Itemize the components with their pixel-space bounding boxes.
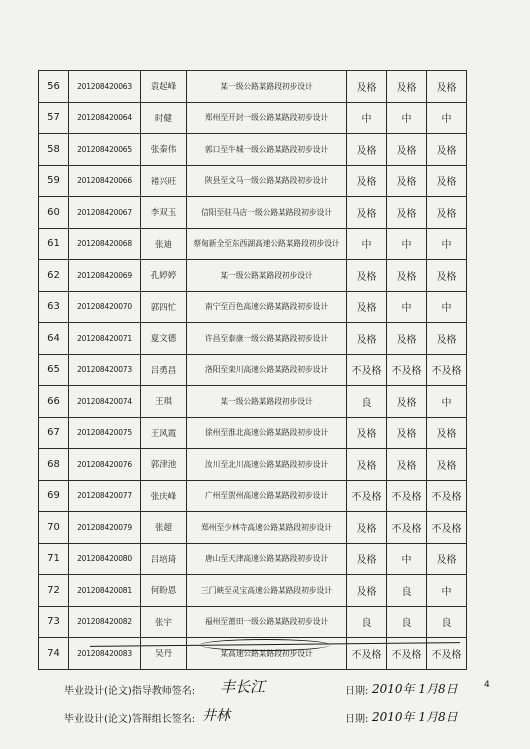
grade-advisor: 良 — [347, 386, 387, 418]
student-name: 褚兴旺 — [141, 165, 187, 197]
grade-defense: 及格 — [427, 71, 467, 103]
grade-reviewer: 及格 — [387, 197, 427, 229]
advisor-signature-label: 毕业设计(论文)指导教师签名: — [64, 686, 196, 697]
row-number: 63 — [39, 291, 69, 323]
grade-defense: 良 — [427, 606, 467, 638]
thesis-topic: 洛阳至栾川高速公路某路段初步设计 — [187, 354, 347, 386]
student-id: 201208420080 — [69, 543, 141, 575]
grade-defense: 及格 — [427, 449, 467, 481]
grade-reviewer: 不及格 — [387, 480, 427, 512]
student-name: 张秦伟 — [141, 134, 187, 166]
thesis-topic: 郑州至开封一级公路某路段初步设计 — [187, 102, 347, 134]
grade-reviewer: 中 — [387, 102, 427, 134]
defense-signature: 井林 — [202, 708, 230, 724]
row-number: 57 — [39, 102, 69, 134]
student-id: 201208420077 — [69, 480, 141, 512]
student-id: 201208420065 — [69, 134, 141, 166]
date-label-2: 日期: — [345, 714, 369, 725]
grade-advisor: 及格 — [347, 417, 387, 449]
row-number: 67 — [39, 417, 69, 449]
grade-advisor: 不及格 — [347, 638, 387, 670]
student-name: 孔婷婷 — [141, 260, 187, 292]
row-number: 73 — [39, 606, 69, 638]
student-name: 张超 — [141, 512, 187, 544]
thesis-topic: 郑州至少林寺高速公路某路段初步设计 — [187, 512, 347, 544]
student-id: 201208420066 — [69, 165, 141, 197]
row-number: 65 — [39, 354, 69, 386]
table-row — [39, 449, 467, 481]
grade-defense: 及格 — [427, 197, 467, 229]
student-id: 201208420074 — [69, 386, 141, 418]
grade-defense: 及格 — [427, 543, 467, 575]
grade-reviewer: 不及格 — [387, 354, 427, 386]
thesis-topic: 徐州至淮北高速公路某路段初步设计 — [187, 417, 347, 449]
grade-reviewer: 及格 — [387, 71, 427, 103]
table-row — [39, 197, 467, 229]
advisor-signature: 丰长江 — [220, 678, 266, 696]
thesis-topic: 陕县至文马一级公路某路段初步设计 — [187, 165, 347, 197]
grade-advisor: 及格 — [347, 197, 387, 229]
table-row — [39, 480, 467, 512]
thesis-topic: 某一级公路某路段初步设计 — [187, 260, 347, 292]
grade-advisor: 不及格 — [347, 354, 387, 386]
grade-defense: 中 — [427, 102, 467, 134]
grade-advisor: 及格 — [347, 291, 387, 323]
grade-advisor: 及格 — [347, 71, 387, 103]
date-value-1: 2010年 1月8日 — [372, 682, 458, 696]
grade-reviewer: 良 — [387, 606, 427, 638]
grades-table — [38, 70, 467, 670]
student-name: 张庆峰 — [141, 480, 187, 512]
grade-defense: 及格 — [427, 323, 467, 355]
student-name: 夏文德 — [141, 323, 187, 355]
row-number: 71 — [39, 543, 69, 575]
student-id: 201208420069 — [69, 260, 141, 292]
table-row — [39, 71, 467, 103]
student-id: 201208420064 — [69, 102, 141, 134]
grade-advisor: 不及格 — [347, 480, 387, 512]
student-name: 王琪 — [141, 386, 187, 418]
table-row — [39, 260, 467, 292]
thesis-topic: 信阳至驻马店一级公路某路段初步设计 — [187, 197, 347, 229]
student-id: 201208420079 — [69, 512, 141, 544]
date-label-1: 日期: — [345, 686, 369, 697]
grade-defense: 不及格 — [427, 354, 467, 386]
row-number: 66 — [39, 386, 69, 418]
grade-reviewer: 及格 — [387, 134, 427, 166]
student-name: 吕培琦 — [141, 543, 187, 575]
grade-defense: 中 — [427, 291, 467, 323]
table-row — [39, 606, 467, 638]
student-id: 201208420075 — [69, 417, 141, 449]
grade-reviewer: 不及格 — [387, 512, 427, 544]
student-name: 袁起峰 — [141, 71, 187, 103]
table-row — [39, 228, 467, 260]
student-id: 201208420070 — [69, 291, 141, 323]
grade-reviewer: 良 — [387, 575, 427, 607]
grade-advisor: 中 — [347, 228, 387, 260]
grade-reviewer: 及格 — [387, 323, 427, 355]
student-id: 201208420083 — [69, 638, 141, 670]
grade-defense: 及格 — [427, 260, 467, 292]
grade-advisor: 中 — [347, 102, 387, 134]
thesis-topic: 许昌至泰康一级公路某路段初步设计 — [187, 323, 347, 355]
student-name: 张宇 — [141, 606, 187, 638]
page-number: 4 — [484, 680, 490, 690]
grade-advisor: 及格 — [347, 575, 387, 607]
grade-defense: 及格 — [427, 417, 467, 449]
grade-reviewer: 及格 — [387, 386, 427, 418]
student-id: 201208420073 — [69, 354, 141, 386]
row-number: 58 — [39, 134, 69, 166]
row-number: 72 — [39, 575, 69, 607]
thesis-topic: 蔡甸新全至东西湖高速公路某路段初步设计 — [187, 228, 347, 260]
grade-defense: 不及格 — [427, 512, 467, 544]
thesis-topic: 三门峡至灵宝高速公路某路段初步设计 — [187, 575, 347, 607]
strike-through-scribble — [200, 639, 330, 651]
table-row — [39, 165, 467, 197]
student-id: 201208420063 — [69, 71, 141, 103]
row-number: 61 — [39, 228, 69, 260]
student-id: 201208420082 — [69, 606, 141, 638]
grade-defense: 及格 — [427, 165, 467, 197]
student-id: 201208420067 — [69, 197, 141, 229]
grade-advisor: 及格 — [347, 543, 387, 575]
grade-advisor: 良 — [347, 606, 387, 638]
student-id: 201208420071 — [69, 323, 141, 355]
row-number: 59 — [39, 165, 69, 197]
grades-table-body — [39, 71, 467, 670]
grade-reviewer: 中 — [387, 228, 427, 260]
table-row — [39, 291, 467, 323]
thesis-topic: 某一级公路某路段初步设计 — [187, 71, 347, 103]
student-name: 何盼恩 — [141, 575, 187, 607]
row-number: 74 — [39, 638, 69, 670]
grade-reviewer: 及格 — [387, 417, 427, 449]
grade-defense: 中 — [427, 386, 467, 418]
thesis-topic: 郭口至牛城一级公路某路段初步设计 — [187, 134, 347, 166]
student-id: 201208420068 — [69, 228, 141, 260]
grade-reviewer: 及格 — [387, 449, 427, 481]
student-name: 王风霞 — [141, 417, 187, 449]
student-name: 李双玉 — [141, 197, 187, 229]
grade-defense: 中 — [427, 228, 467, 260]
grade-advisor: 及格 — [347, 260, 387, 292]
row-number: 70 — [39, 512, 69, 544]
grade-advisor: 及格 — [347, 512, 387, 544]
table-row — [39, 323, 467, 355]
table-row — [39, 543, 467, 575]
grade-reviewer: 及格 — [387, 165, 427, 197]
table-row — [39, 354, 467, 386]
grade-advisor: 及格 — [347, 449, 387, 481]
date-value-2: 2010年 1月8日 — [372, 710, 458, 724]
grade-reviewer: 及格 — [387, 260, 427, 292]
student-name: 时健 — [141, 102, 187, 134]
row-number: 56 — [39, 71, 69, 103]
thesis-topic: 福州至莆田一级公路某路段初步设计 — [187, 606, 347, 638]
student-name: 张迪 — [141, 228, 187, 260]
thesis-topic: 汝川至北川高速公路某路段初步设计 — [187, 449, 347, 481]
row-number: 60 — [39, 197, 69, 229]
defense-signature-label: 毕业设计(论文)答辩组长签名: — [64, 714, 196, 725]
table-row — [39, 102, 467, 134]
row-number: 68 — [39, 449, 69, 481]
student-name: 吴丹 — [141, 638, 187, 670]
thesis-topic: 广州至贺州高速公路某路段初步设计 — [187, 480, 347, 512]
grade-defense: 不及格 — [427, 480, 467, 512]
student-name: 郭四忙 — [141, 291, 187, 323]
table-row — [39, 575, 467, 607]
thesis-topic: 唐山至天津高速公路某路段初步设计 — [187, 543, 347, 575]
thesis-topic: 某高速公路某路段初步设计 — [187, 638, 347, 670]
grade-reviewer: 中 — [387, 543, 427, 575]
grade-defense: 中 — [427, 575, 467, 607]
student-id: 201208420081 — [69, 575, 141, 607]
grade-advisor: 及格 — [347, 134, 387, 166]
table-row — [39, 134, 467, 166]
table-row — [39, 512, 467, 544]
grade-advisor: 及格 — [347, 165, 387, 197]
row-number: 62 — [39, 260, 69, 292]
table-row — [39, 417, 467, 449]
row-number: 69 — [39, 480, 69, 512]
table-row — [39, 386, 467, 418]
grade-defense: 及格 — [427, 134, 467, 166]
student-id: 201208420076 — [69, 449, 141, 481]
grade-reviewer: 中 — [387, 291, 427, 323]
grade-advisor: 及格 — [347, 323, 387, 355]
grade-reviewer: 不及格 — [387, 638, 427, 670]
student-name: 郭津池 — [141, 449, 187, 481]
thesis-topic: 南宁至百色高速公路某路段初步设计 — [187, 291, 347, 323]
student-name: 吕勇昌 — [141, 354, 187, 386]
thesis-topic: 某一级公路某路段初步设计 — [187, 386, 347, 418]
grade-defense: 不及格 — [427, 638, 467, 670]
row-number: 64 — [39, 323, 69, 355]
